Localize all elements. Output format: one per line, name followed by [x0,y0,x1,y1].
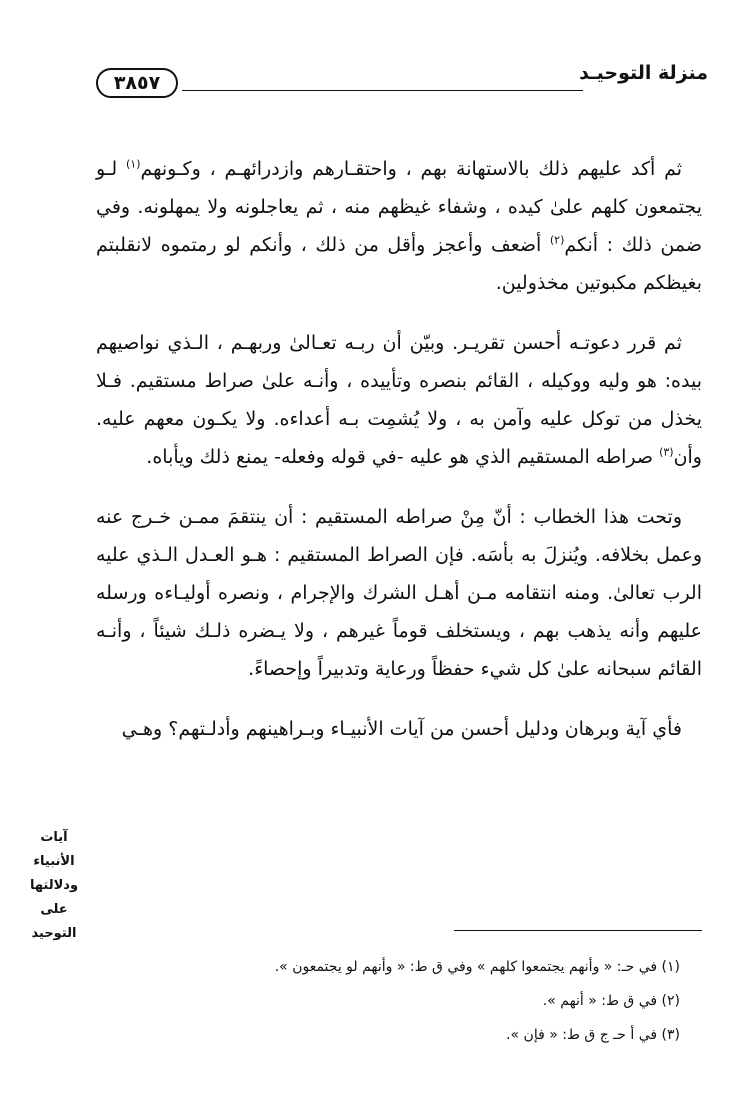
footnote-mark-2: (٢) [549,233,565,247]
paragraph-2 [96,324,702,476]
page-header [96,58,708,98]
header-rule [182,90,583,91]
footnote-mark-3: (٣) [659,445,674,459]
page-number: ٣٨٥٧ [113,72,161,94]
footnote-2: (٢) في ق ط: « أنهم ». [542,993,680,1009]
footnote-3: (٣) في أ حـ ج ق ط: « فإن ». [506,1027,680,1043]
margin-note-line-1: آيات الأنبياء [33,830,75,869]
footnote-1: (١) في حـ: « وأنهم يجتمعوا كلهم » وفي ق ط: « وأنهم لو يجتمعون ». [274,959,680,975]
margin-note-line-3: التوحيد [31,926,77,941]
paragraph-2-part-2: صراطه المستقيم الذي هو عليه -في قوله وفعله- يمنع ذلك ويأباه. [146,446,660,468]
paragraph-1-part-1: ثم أكد عليهم ذلك بالاستهانة بهم ، واحتقـارهم وازدرائهـم ، وكـونهم [140,158,682,180]
main-text [96,150,702,770]
running-title: منزلة التوحيـد [579,62,708,84]
paragraph-1-part-3: أضعف وأعجز وأقل من ذلك ، وأنكم لو رمتموه لانقلبتم بغيظكم مكبوتين مخذولين. [96,234,702,294]
footnote-mark-1: (١) [125,157,141,171]
paragraph-2-part-1: ثم قرر دعوتـه أحسن تقريـر. وبيّن أن ربـه تعـالىٰ وربهـم ، الـذي نواصيهم بيده: هو وليه ووكيله ، القائم بنصره وتأييده ، وأنـه علىٰ صراط مستقيم. فـلا يخذل من توكل عليه وآمن به ، ولا يُشمِت بـه أعداءه. ولا يكـون معهم عليه. وأن [96,332,702,468]
paragraph-4: فأي آية وبرهان ودليل أحسن من آيات الأنبيـاء وبـراهينهم وأدلـتهم؟ وهـي [121,718,682,740]
paragraph-1-part-2: لـو يجتمعون كلهم علىٰ كيده ، وشفاء غيظهم منه ، ثم يعاجلونه ولا يمهلونه. وفي ضمن ذلك : أنكم [96,158,702,256]
margin-note [18,826,90,946]
margin-note-line-2: ودلالتها على [29,878,79,917]
paragraph-3: وتحت هذا الخطاب : أنّ مِنْ صراطه المستقيم : أن ينتقمَ ممـن خـرج عنه وعمل بخلافه. ويُنزلَ به بأسَه. فإن الصراط المستقيم : هـو العـدل الـذي عليه الرب تعالىٰ. ومنه انتقامه مـن أهـل الشرك والإجرام ، ونصره أوليـاءه ورسله عليهم وأنه يذهب بهم ، ويستخلف قوماً غيرهم ، ولا يـضره ذلـك شيئاً ، وأنـه القائم سبحانه علىٰ كل شيء حفظاً ورعاية وتدبيراً وإحصاءً. [96,506,702,680]
footnotes [96,950,680,1052]
footnote-separator [454,930,702,931]
page-number-badge [96,68,178,98]
paragraph-1 [96,150,702,302]
